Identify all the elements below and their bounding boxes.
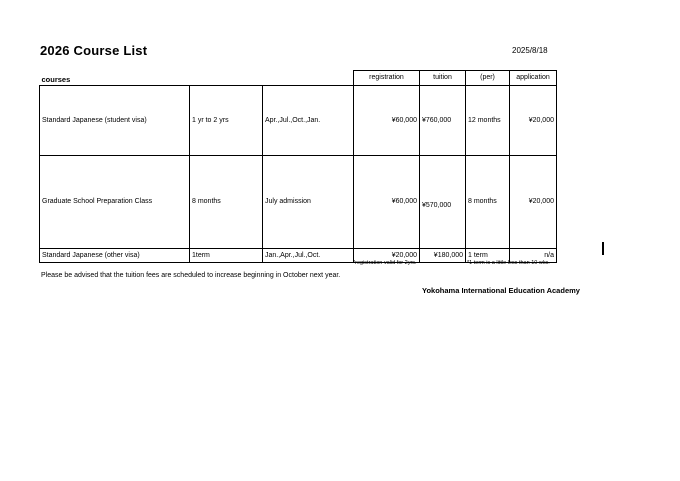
margin-mark bbox=[602, 242, 604, 255]
registration-cell: ¥20,000 bbox=[354, 248, 420, 262]
term-note: *1 term is a little less than 10 wks. bbox=[467, 260, 550, 266]
course-name-cell: Graduate School Preparation Class bbox=[40, 155, 190, 248]
page-title: 2026 Course List bbox=[40, 43, 148, 58]
admission-cell: July admission bbox=[263, 155, 354, 248]
admission-cell: Jan.,Apr.,Jul.,Oct. bbox=[263, 248, 354, 262]
column-header-per: (per) bbox=[466, 71, 510, 86]
application-cell: ¥20,000 bbox=[510, 155, 557, 248]
admission-cell: Apr.,Jul.,Oct.,Jan. bbox=[263, 85, 354, 155]
course-name-cell: Standard Japanese (other visa) bbox=[40, 248, 190, 262]
tuition-cell: ¥760,000 bbox=[420, 85, 466, 155]
duration-cell: 1term bbox=[190, 248, 263, 262]
application-cell: n/a bbox=[510, 248, 557, 262]
duration-cell: 8 months bbox=[190, 155, 263, 248]
duration-cell: 1 yr to 2 yrs bbox=[190, 85, 263, 155]
academy-name: Yokohama International Education Academy bbox=[422, 286, 580, 295]
table-header-row bbox=[40, 71, 557, 86]
courses-section-label: courses bbox=[40, 71, 354, 86]
column-header-tuition: tuition bbox=[420, 71, 466, 86]
per-cell: 1 term bbox=[466, 248, 510, 262]
per-cell: 12 months bbox=[466, 85, 510, 155]
tuition-cell: ¥570,000 bbox=[420, 155, 466, 248]
per-cell: 8 months bbox=[466, 155, 510, 248]
column-header-application: application bbox=[510, 71, 557, 86]
table-row bbox=[40, 85, 557, 155]
registration-cell: ¥60,000 bbox=[354, 85, 420, 155]
course-name-cell: Standard Japanese (student visa) bbox=[40, 85, 190, 155]
registration-cell: ¥60,000 bbox=[354, 155, 420, 248]
table-row bbox=[40, 155, 557, 248]
registration-note: *registration valid for 2yrs. bbox=[353, 260, 417, 266]
tuition-cell: ¥180,000 bbox=[420, 248, 466, 262]
application-cell: ¥20,000 bbox=[510, 85, 557, 155]
document-date: 2025/8/18 bbox=[512, 46, 548, 55]
course-table bbox=[39, 70, 557, 263]
tuition-advisory: Please be advised that the tuition fees are scheduled to increase beginning in October next year. bbox=[41, 272, 341, 279]
column-header-registration: registration bbox=[354, 71, 420, 86]
